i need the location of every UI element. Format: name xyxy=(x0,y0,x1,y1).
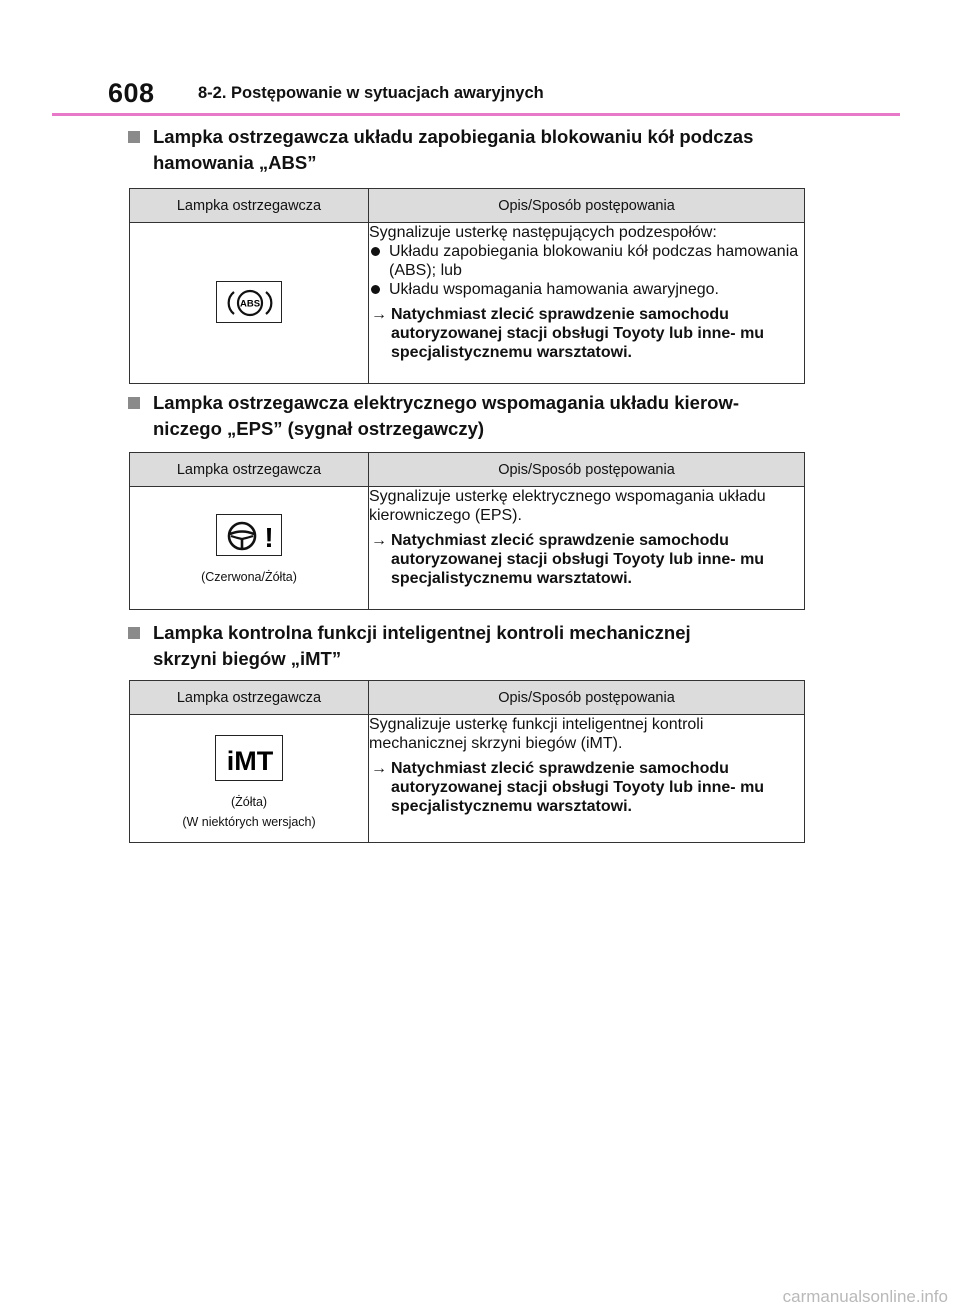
table-header-lamp: Lampka ostrzegawcza xyxy=(130,453,369,487)
section-title-line2: hamowania „ABS” xyxy=(153,152,317,173)
description-cell xyxy=(369,223,805,384)
section-title-imt xyxy=(128,620,828,672)
abs-icon-label: ABS xyxy=(239,298,261,309)
bullet-dot-icon xyxy=(371,247,380,256)
section-title-line1: Lampka kontrolna funkcji inteligentnej kontroli mechanicznej xyxy=(153,622,691,643)
abs-warning-icon xyxy=(216,281,282,323)
header-rule xyxy=(52,113,900,116)
list-item: Układu zapobiegania blokowaniu kół podczas hamowania (ABS); lub xyxy=(369,242,804,280)
icon-caption-note: (W niektórych wersjach) xyxy=(182,815,316,829)
page-number: 608 xyxy=(108,78,155,108)
page-header xyxy=(100,78,900,114)
table-header-description: Opis/Sposób postępowania xyxy=(369,453,805,487)
icon-cell xyxy=(130,223,369,384)
icon-caption: (Czerwona/Żółta) xyxy=(201,569,297,584)
table-header-description: Opis/Sposób postępowania xyxy=(369,189,805,223)
icon-cell xyxy=(130,487,369,610)
section-title-eps xyxy=(128,390,828,442)
table-header-lamp: Lampka ostrzegawcza xyxy=(130,189,369,223)
action-instruction: → Natychmiast zlecić sprawdzenie samochodu autoryzowanej stacji obsługi Toyoty lub inne- mu specjalistycznemu warsztatowi. xyxy=(371,760,765,815)
warning-table-eps xyxy=(129,452,805,610)
description-intro: Sygnalizuje usterkę elektrycznego wspomagania układu kierowniczego (EPS). xyxy=(369,488,766,524)
action-instruction: → Natychmiast zlecić sprawdzenie samochodu autoryzowanej stacji obsługi Toyoty lub inne- mu specjalistycznemu warsztatowi. xyxy=(371,306,765,361)
arrow-right-icon: → xyxy=(371,306,387,323)
section-square-icon xyxy=(128,131,140,143)
section-square-icon xyxy=(128,627,140,639)
section-title-line1: Lampka ostrzegawcza układu zapobiegania blokowaniu kół podczas xyxy=(153,126,754,147)
warning-table-abs xyxy=(129,188,805,384)
description-intro: Sygnalizuje usterkę następujących podzespołów: xyxy=(369,224,717,241)
description-cell xyxy=(369,487,805,610)
imt-icon-label: iMT xyxy=(226,746,274,776)
action-instruction: → Natychmiast zlecić sprawdzenie samochodu autoryzowanej stacji obsługi Toyoty lub inne- mu specjalistycznemu warsztatowi. xyxy=(371,532,765,587)
arrow-right-icon: → xyxy=(371,532,387,549)
table-header-description: Opis/Sposób postępowania xyxy=(369,681,805,715)
list-item: Układu wspomagania hamowania awaryjnego. xyxy=(369,280,804,299)
steering-warning-icon xyxy=(216,514,282,556)
section-title-line2: niczego „EPS” (sygnał ostrzegawczy) xyxy=(153,418,485,439)
description-cell xyxy=(369,715,805,843)
section-title-abs xyxy=(128,124,828,176)
section-title-line1: Lampka ostrzegawcza elektrycznego wspomagania układu kierow- xyxy=(153,392,740,413)
section-square-icon xyxy=(128,397,140,409)
imt-indicator-icon xyxy=(215,735,283,781)
icon-caption: (Żółta) xyxy=(230,795,268,809)
warning-table-imt xyxy=(129,680,805,843)
bullet-dot-icon xyxy=(371,285,380,294)
watermark: carmanualsonline.info xyxy=(782,1287,948,1306)
icon-cell xyxy=(130,715,369,843)
arrow-right-icon: → xyxy=(371,760,387,777)
description-intro: Sygnalizuje usterkę funkcji inteligentnej kontroli mechanicznej skrzyni biegów (iMT). xyxy=(369,716,704,752)
section-title-line2: skrzyni biegów „iMT” xyxy=(153,648,342,669)
exclamation-label: ! xyxy=(264,521,274,553)
chapter-title: 8-2. Postępowanie w sytuacjach awaryjnych xyxy=(198,84,544,102)
table-header-lamp: Lampka ostrzegawcza xyxy=(130,681,369,715)
